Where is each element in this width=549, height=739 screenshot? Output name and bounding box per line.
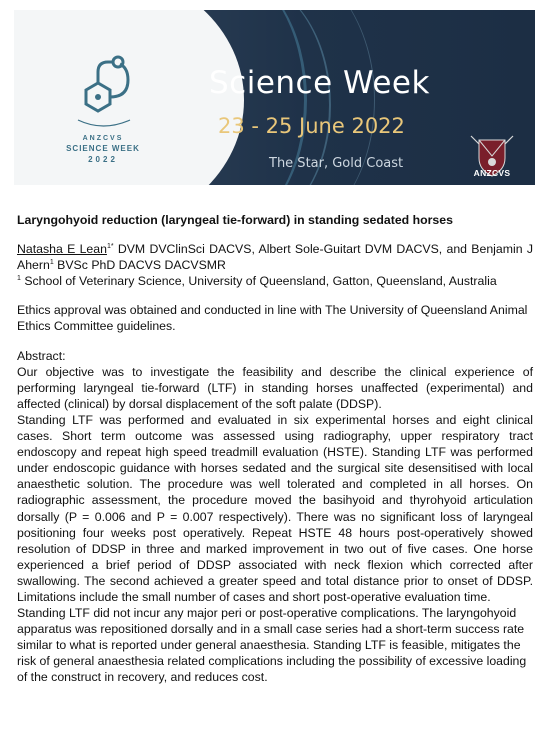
affiliation-text: School of Veterinary Science, University of Queensland, Gatton, Queensland, Australia <box>20 274 497 289</box>
science-week-banner <box>14 10 535 185</box>
abstract-document <box>17 212 533 686</box>
last-author-credentials: BVSc PhD DACVS DACVSMR <box>53 258 226 273</box>
abstract-heading: Abstract: <box>17 348 66 363</box>
author-line <box>17 241 533 273</box>
ethics-statement: Ethics approval was obtained and conducted in line with The University of Queensland Animal Ethics Committee guidelines. <box>17 303 528 334</box>
abstract-paragraph-objective: Our objective was to investigate the feasibility and describe the clinical experience of performing laryngeal tie-forward (LTF) in standing horses unaffected (experimental) and affected (clinical) by dorsal displacement of the soft palate (DDSP). <box>17 364 533 411</box>
paper-title: Laryngohyoid reduction (laryngeal tie-forward) in standing sedated horses <box>17 213 453 227</box>
event-dates: 23 - 25 June 2022 <box>218 114 405 138</box>
affiliation <box>17 273 533 289</box>
abstract-paragraph-methods-results: Standing LTF was performed and evaluated in six experimental horses and eight clinical cases. Short term outcome was assessed using radiography, upper respiratory tract endoscopy and repeat high speed treadmill evaluation (HSTE). Standing LTF was performed under endoscopic guidance with horses sedated and the surgical site desensitised with local anaesthetic solution. The procedure was well tolerated and completed in all horses. On radiographic assessment, the procedure moved the basihyoid and thyrohyoid articulation dorsally (P = 0.006 and P = 0.007 respectively). There was no significant loss of laryngeal positioning four weeks post operatively. Repeat HSTE 48 hours post-operatively showed resolution of DDSP in three and marked improvement in two out of five cases. One horse experienced a brief period of DDSP associated with neck flexion which corrected after swallowing. The second achieved a greater speed and total distance prior to onset of DDSP. Limitations include the small number of cases and short post-operative evaluation time. <box>17 412 533 604</box>
first-author-mark: 1* <box>106 243 114 251</box>
event-venue: The Star, Gold Coast <box>269 156 404 171</box>
emblem-org-text: ANZCVS <box>82 135 124 142</box>
emblem-year-text: 2022 <box>88 155 118 164</box>
abstract-paragraph-conclusion: Standing LTF did not incur any major peri or post-operative complications. The laryngohyoid apparatus was repositioned dorsally and in a small case series had a short-term success rate similar to what is reported under general anaesthesia. Standing LTF is feasible, mitigates the risk of general anaesthesia related complications including the possibility of excessive loading of the construct in recovery, and reduces cost. <box>17 606 527 685</box>
first-author-name: Natasha E Lean <box>17 242 107 257</box>
author-list: DVM DVClinSci DACVS, Albert Sole-Guitart DVM DACVS, and Benjamin J Ahern <box>17 242 533 273</box>
event-title: Science Week <box>209 65 430 101</box>
last-author-mark: 1 <box>49 259 54 267</box>
affiliation-mark: 1 <box>17 275 21 283</box>
emblem-event-text: SCIENCE WEEK <box>66 144 140 153</box>
science-week-emblem <box>48 50 158 185</box>
stethoscope-hexagon-icon <box>48 50 158 135</box>
anzcvs-logo-text: ANZCVS <box>473 168 511 178</box>
